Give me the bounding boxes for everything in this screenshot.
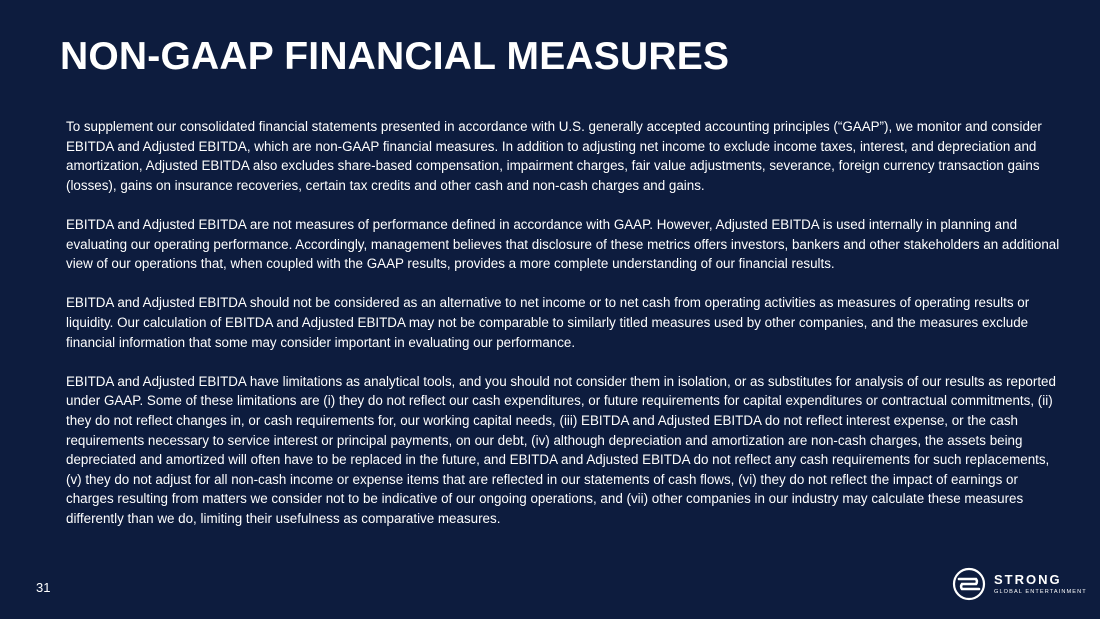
paragraph-limitations: EBITDA and Adjusted EBITDA have limitations as analytical tools, and you should not consider them in isolation, or as substitutes for analysis of our results as reported under GAAP. Some of these limitations are (i) they do not reflect our cash expenditures, or future requirements for capital expenditures or contractual commitments, (ii) they do not reflect changes in, or cash requirements for, our working capital needs, (iii) EBITDA and Adjusted EBITDA do not reflect interest expense, or the cash requirements necessary to service interest or principal payments, on our debt, (iv) although depreciation and amortization are non-cash charges, the assets being depreciated and amortized will often have to be replaced in the future, and EBITDA and Adjusted EBITDA do not reflect any cash requirements for such replacements, (v) they do not adjust for all non-cash income or expense items that are reflected in our statements of cash flows, (vi) they do not reflect the impact of earnings or charges resulting from matters we consider not to be indicative of our ongoing operations, and (vii) other companies in our industry may calculate these measures differently than we do, limiting their usefulness as comparative measures. — [66, 373, 1056, 526]
slide-title: NON-GAAP FINANCIAL MEASURES — [60, 35, 730, 78]
page-number: 31 — [36, 580, 51, 595]
paragraph-alternative: EBITDA and Adjusted EBITDA should not be considered as an alternative to net income or to net cash from operating activities as measures of operating results or liquidity. Our calculation of EBITDA and Adjusted EBITDA may not be comparable to similarly titled measures used by other companies, and the measures exclude financial information that some may consider important in evaluating our performance. — [66, 295, 1030, 350]
paragraph-performance: EBITDA and Adjusted EBITDA are not measures of performance defined in accordance with GAAP. However, Adjusted EBITDA is used internally in planning and evaluating our operating performance. Accordingly, management believes that disclosure of these metrics offers investors, bankers and other stakeholders an additional view of our operations that, when coupled with the GAAP results, provides a more complete understanding of our financial results. — [66, 216, 1060, 272]
logo-tagline: GLOBAL ENTERTAINMENT — [994, 588, 1087, 595]
strong-globe-logo-icon — [952, 567, 986, 601]
body-text — [66, 117, 1064, 528]
paragraph-gaap-intro: To supplement our consolidated financial statements presented in accordance with U.S. generally accepted accounting principles (“GAAP”), we monitor and consider EBITDA and Adjusted EBITDA, which are non-GAAP financial measures. In addition to adjusting net income to exclude income taxes, interest, and depreciation and amortization, Adjusted EBITDA also excludes share-based compensation, impairment charges, fair value adjustments, severance, foreign currency transaction gains (losses), gains on insurance recoveries, certain tax credits and other cash and non-cash charges and gains. — [66, 119, 1042, 193]
logo-brand: STRONG — [994, 571, 1062, 587]
company-logo — [952, 567, 1087, 601]
